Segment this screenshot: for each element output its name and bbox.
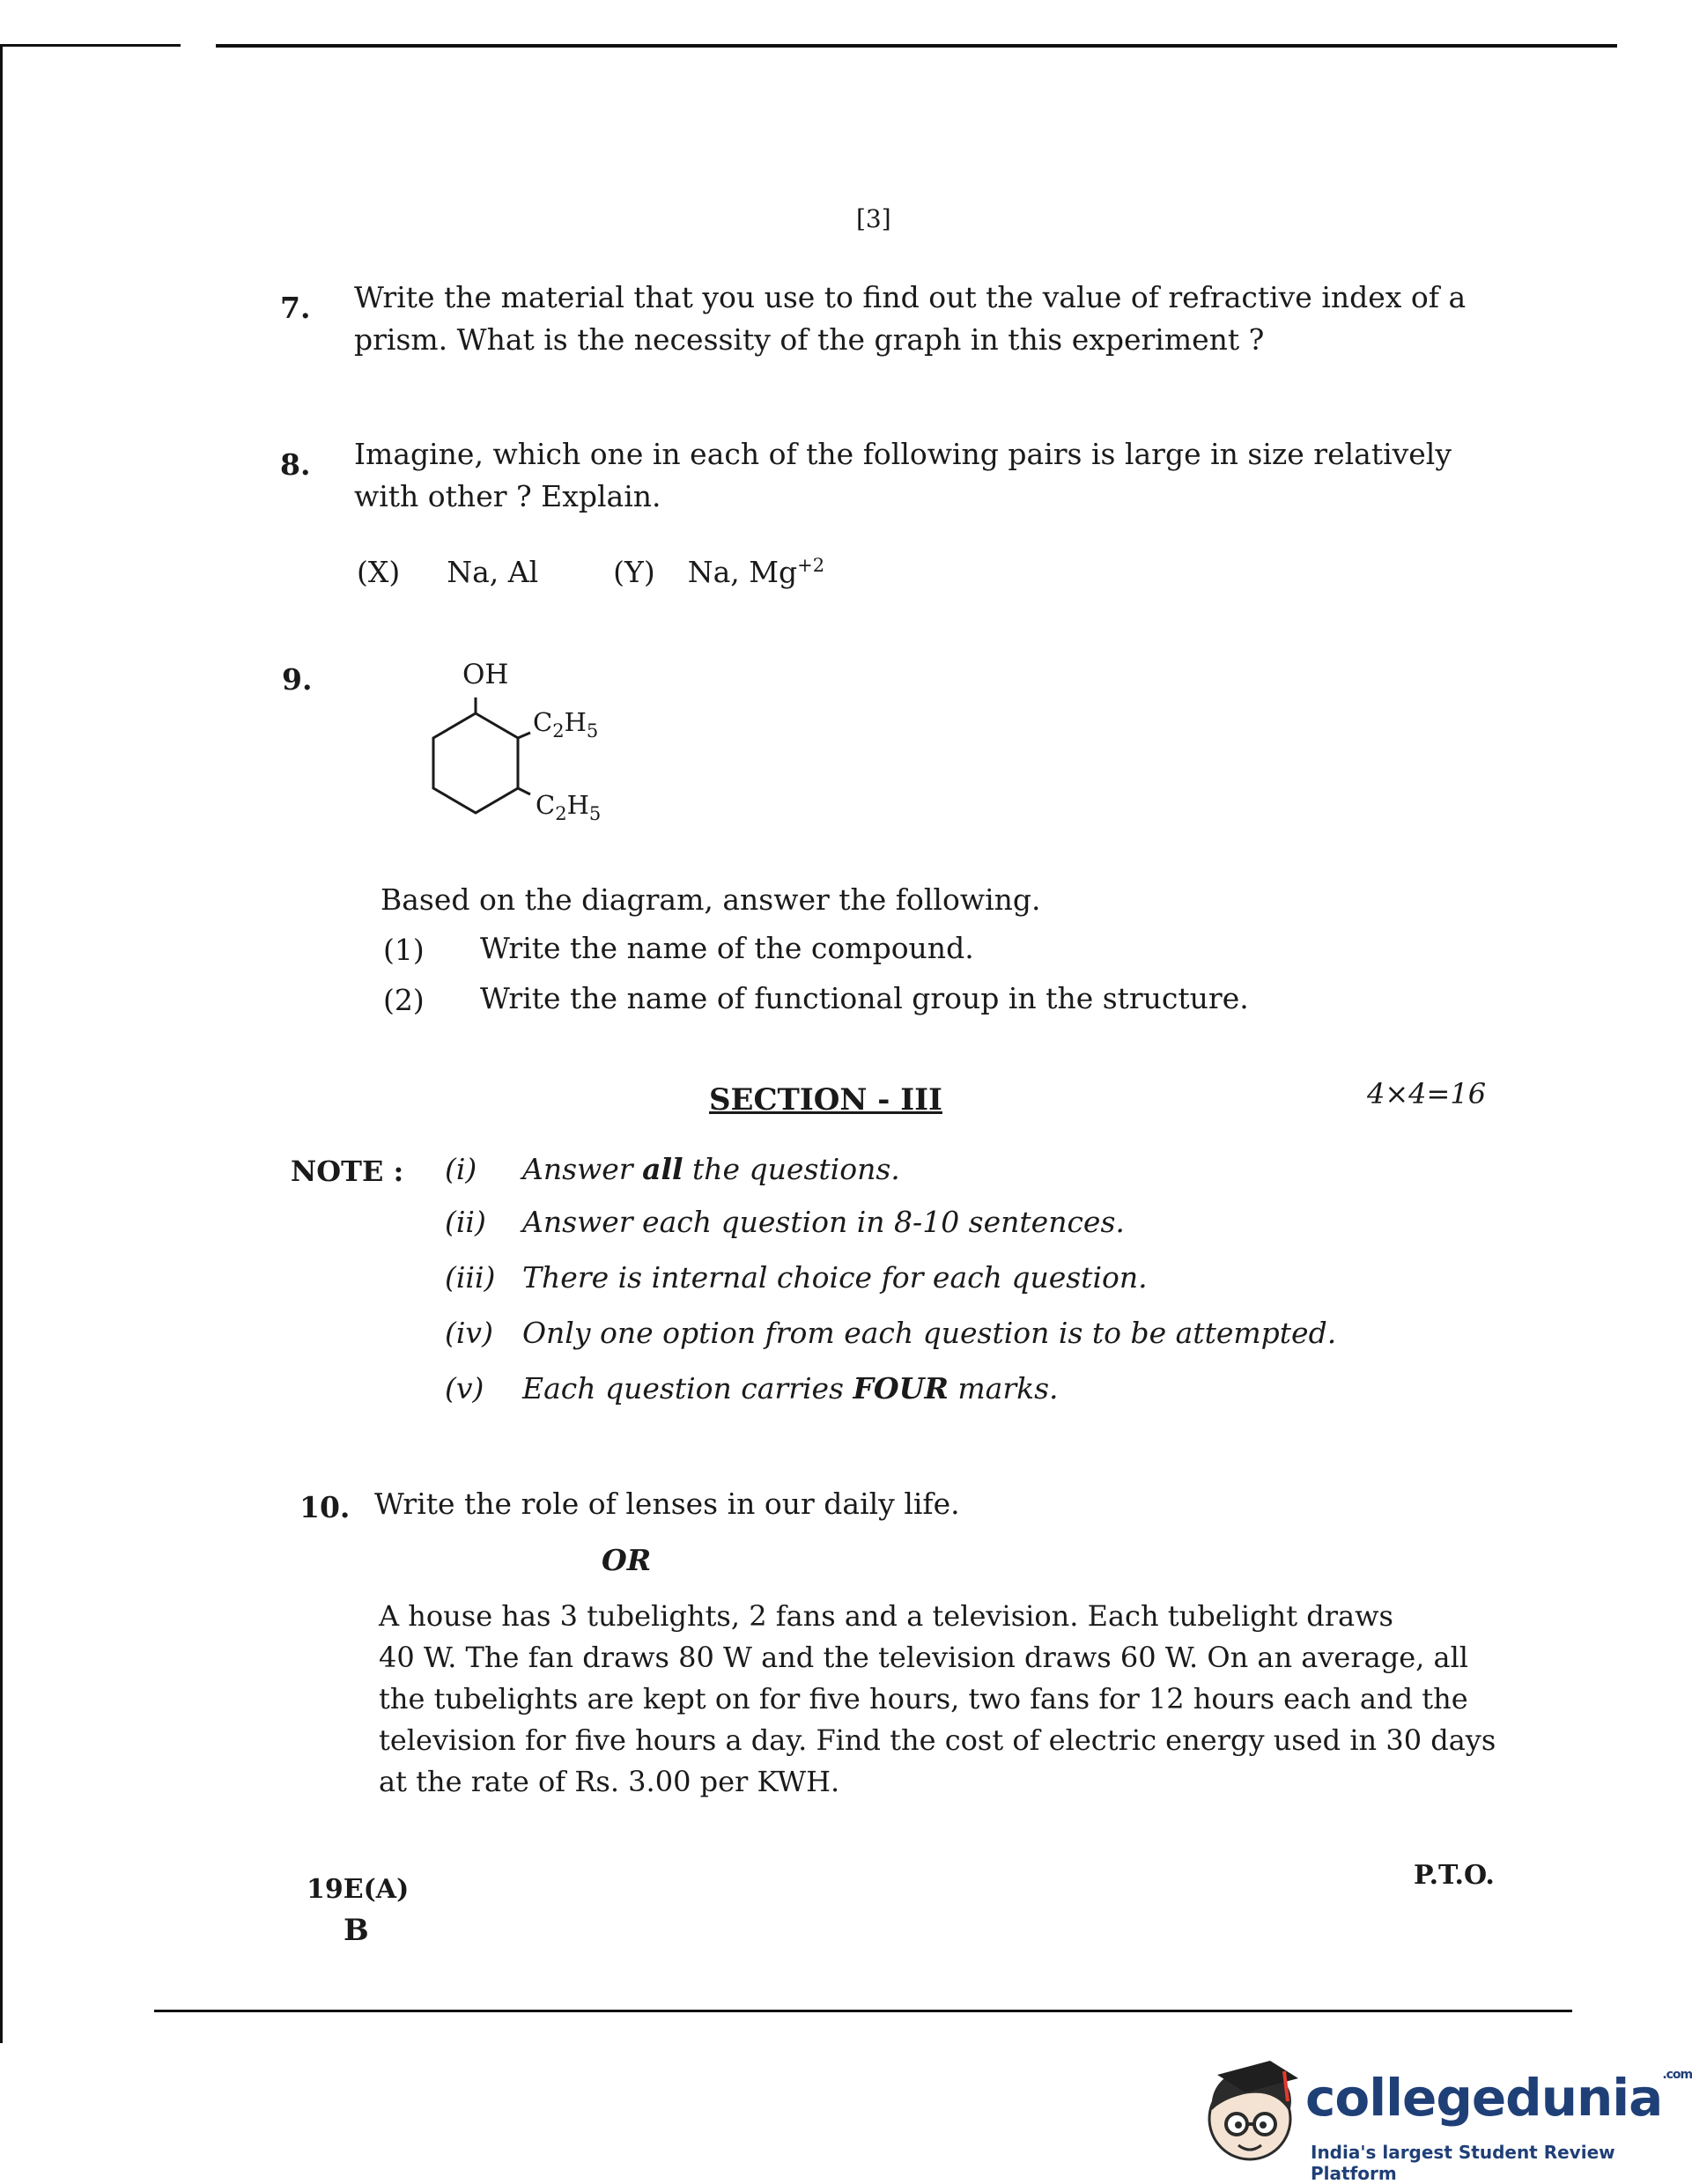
q7-line1: Write the material that you use to find out the value of refractive index of a [354,280,1467,314]
q10-alt-line: television for five hours a day. Find the cost of electric energy used in 30 days [379,1723,1496,1757]
note-item-3: (iii) There is internal choice for each question. [445,1260,1148,1295]
section-marks: 4×4=16 [1367,1077,1487,1110]
q7-line2: prism. What is the necessity of the graph in this experiment ? [354,322,1265,357]
section-title: SECTION - III [709,1082,942,1118]
q7-number: 7. [280,291,311,325]
q8-line1: Imagine, which one in each of the following pairs is large in size relatively [354,437,1452,471]
diagram-ethyl-group-1: $C_2H_5$ [533,707,599,742]
left-edge-line [0,44,3,2043]
q10-alt-line: at the rate of Rs. 3.00 per KWH. [379,1765,840,1798]
cyclohexane-ring [433,713,518,813]
q9-sub1-label: (1) [383,933,425,967]
paper-code: 19E(A) [307,1874,410,1905]
q8-text [354,433,1499,518]
q8-option-x-text: Na, Al [447,555,539,589]
top-rule-main [216,44,1572,48]
note-item-2: (ii) Answer each question in 8-10 sentences. [445,1205,1125,1239]
q10-number: 10. [299,1490,351,1524]
q8-option-y-text: Na, Mg [687,555,798,589]
ethyl-bond-2 [518,788,530,794]
top-rule-right [1572,44,1617,48]
top-rule-left [0,44,181,47]
q9-sub1-text: Write the name of the compound. [480,931,974,965]
note-item-4: (iv) Only one option from each question is to be attempted. [445,1316,1337,1350]
note-item-1: (i) Answer all the questions. [445,1152,900,1186]
pto-label: P.T.O. [1414,1860,1495,1891]
collegedunia-mascot-icon [1200,2059,1301,2173]
q8-option-y-label: (Y) [613,555,655,589]
q8-option-y-charge: +2 [797,555,825,576]
q8-line2: with other ? Explain. [354,479,661,513]
diagram-ethyl-group-2: $C_2H_5$ [536,790,602,824]
note-item-5: (v) Each question carries FOUR marks. [445,1371,1059,1406]
brand-tagline: India's largest Student Review Platform [1311,2142,1615,2184]
q9-sub2-text: Write the name of functional group in the structure. [480,981,1249,1015]
diagram-oh-label: OH [462,659,509,690]
note-label: NOTE : [291,1155,404,1188]
ethyl-bond-1 [518,733,530,738]
q7-text [354,277,1499,361]
bottom-rule [154,2010,1572,2012]
q10-alternative [379,1596,1506,1803]
q8-option-x-label: (X) [357,555,401,589]
page-number: [3] [856,204,891,233]
q9-number: 9. [282,662,313,697]
q9-intro: Based on the diagram, answer the following. [381,882,1041,917]
q9-sub2-label: (2) [383,983,425,1017]
q10-alt-line: A house has 3 tubelights, 2 fans and a television. Each tubelight draws [379,1599,1393,1633]
q10-text: Write the role of lenses in our daily life. [374,1487,960,1521]
paper-set: B [344,1913,369,1948]
q10-alt-line: the tubelights are kept on for five hours, two fans for 12 hours each and the [379,1682,1468,1715]
brand-name: collegedunia$^{.com}$ [1305,2068,1692,2128]
q10-or: OR [602,1543,652,1577]
q10-alt-line: 40 W. The fan draws 80 W and the television draws 60 W. On an average, all [379,1641,1469,1674]
q8-number: 8. [280,447,311,482]
q8-options [357,544,824,594]
